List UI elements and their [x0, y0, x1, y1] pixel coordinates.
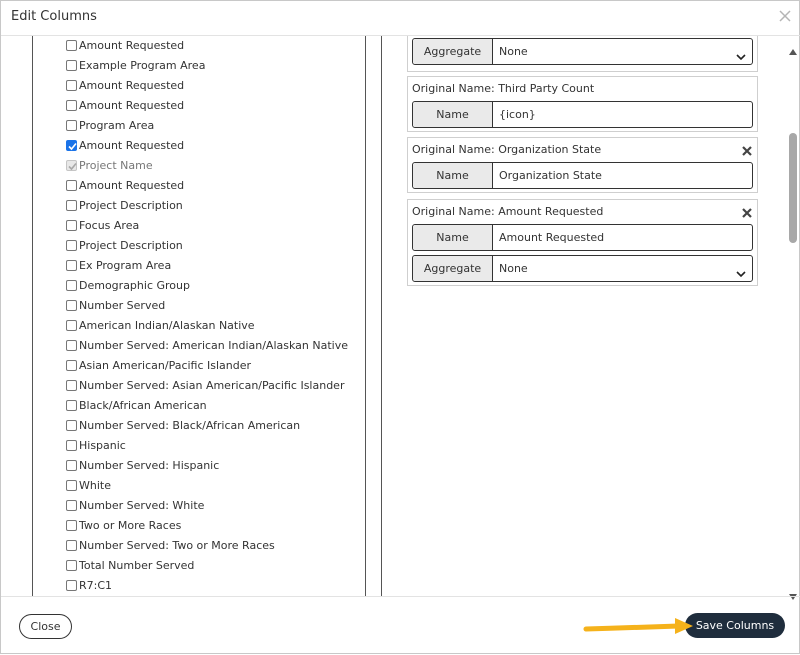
vertical-scrollbar[interactable]: [786, 36, 800, 596]
scroll-down-icon[interactable]: [789, 585, 797, 591]
column-option-label: Project Name: [79, 159, 153, 172]
column-option[interactable]: [66, 476, 366, 496]
column-option-label: Total Number Served: [79, 559, 195, 572]
column-option[interactable]: [66, 216, 366, 236]
column-option[interactable]: [66, 196, 366, 216]
column-option-label: Amount Requested: [79, 99, 185, 112]
column-checkbox[interactable]: [66, 420, 77, 431]
column-option[interactable]: [66, 456, 366, 476]
column-option[interactable]: [66, 116, 366, 136]
column-option-label: Project Description: [79, 199, 183, 212]
column-checkbox[interactable]: [66, 140, 77, 151]
column-checkbox[interactable]: [66, 560, 77, 571]
aggregate-label: Aggregate: [413, 39, 493, 64]
aggregate-value: None: [499, 45, 528, 58]
pointer-arrow-icon: [583, 615, 695, 639]
column-checkbox: [66, 160, 77, 171]
column-option[interactable]: [66, 56, 366, 76]
name-value: Amount Requested: [499, 231, 605, 244]
column-card-partial: [407, 36, 758, 72]
column-option-label: Number Served: Black/African American: [79, 419, 301, 432]
column-option-label: Number Served: American Indian/Alaskan Native: [79, 339, 348, 352]
column-option[interactable]: [66, 516, 366, 536]
column-option-label: Amount Requested: [79, 79, 185, 92]
column-checkbox[interactable]: [66, 440, 77, 451]
column-checkbox[interactable]: [66, 400, 77, 411]
column-checkbox[interactable]: [66, 180, 77, 191]
aggregate-label: Aggregate: [413, 256, 493, 281]
column-option[interactable]: [66, 256, 366, 276]
column-option[interactable]: [66, 76, 366, 96]
column-checkbox[interactable]: [66, 100, 77, 111]
column-option-label: Two or More Races: [79, 519, 182, 532]
column-option-label: Number Served: [79, 299, 166, 312]
column-option-label: Amount Requested: [79, 179, 185, 192]
column-option[interactable]: [66, 296, 366, 316]
column-option[interactable]: [66, 96, 366, 116]
column-option[interactable]: [66, 396, 366, 416]
column-checkbox[interactable]: [66, 80, 77, 91]
column-checkbox[interactable]: [66, 460, 77, 471]
column-option-label: Ex Program Area: [79, 259, 172, 272]
column-checkbox[interactable]: [66, 300, 77, 311]
column-checkbox[interactable]: [66, 220, 77, 231]
close-button[interactable]: Close: [19, 614, 72, 639]
column-option[interactable]: [66, 556, 366, 576]
aggregate-select[interactable]: [412, 38, 753, 65]
column-option-label: Hispanic: [79, 439, 126, 452]
column-option-label: Black/African American: [79, 399, 207, 412]
column-option[interactable]: [66, 176, 366, 196]
column-checkbox[interactable]: [66, 540, 77, 551]
dialog-title: Edit Columns: [11, 9, 97, 24]
column-option[interactable]: [66, 36, 366, 56]
column-option-label: Number Served: Hispanic: [79, 459, 220, 472]
name-value: Organization State: [499, 169, 602, 182]
column-checkbox[interactable]: [66, 240, 77, 251]
name-label: Name: [413, 163, 493, 188]
card-title: Original Name: Amount Requested: [412, 205, 604, 218]
column-checkbox[interactable]: [66, 340, 77, 351]
column-option[interactable]: [66, 136, 366, 156]
name-field[interactable]: [412, 224, 753, 251]
column-option[interactable]: [66, 276, 366, 296]
aggregate-value: None: [499, 262, 528, 275]
column-option-label: Project Description: [79, 239, 183, 252]
column-option[interactable]: [66, 336, 366, 356]
column-option-label: White: [79, 479, 111, 492]
column-option: [66, 156, 366, 176]
column-checkbox[interactable]: [66, 200, 77, 211]
remove-icon[interactable]: [741, 142, 753, 154]
column-checkbox[interactable]: [66, 500, 77, 511]
aggregate-select[interactable]: [412, 255, 753, 282]
column-option[interactable]: [66, 536, 366, 556]
column-option-label: American Indian/Alaskan Native: [79, 319, 255, 332]
column-checkbox[interactable]: [66, 60, 77, 71]
card-title: Original Name: Third Party Count: [412, 82, 595, 95]
column-option-label: Example Program Area: [79, 59, 206, 72]
dialog-footer: [1, 596, 800, 655]
chevron-down-icon: [736, 47, 746, 57]
column-card-third-party-count: [407, 76, 758, 132]
column-checkbox[interactable]: [66, 520, 77, 531]
column-checkbox[interactable]: [66, 120, 77, 131]
column-card-organization-state: [407, 137, 758, 193]
name-value: {icon}: [499, 108, 536, 121]
column-option[interactable]: [66, 436, 366, 456]
column-checkbox-list: [32, 36, 366, 596]
column-checkbox[interactable]: [66, 360, 77, 371]
right-panel-divider: [381, 36, 382, 596]
column-option-label: Number Served: Two or More Races: [79, 539, 275, 552]
close-icon[interactable]: [777, 8, 793, 24]
scroll-up-icon[interactable]: [789, 40, 797, 46]
column-checkbox[interactable]: [66, 280, 77, 291]
remove-icon[interactable]: [741, 204, 753, 216]
column-checkbox[interactable]: [66, 260, 77, 271]
column-option[interactable]: [66, 376, 366, 396]
column-option-label: R7:C1: [79, 579, 113, 592]
column-option[interactable]: [66, 316, 366, 336]
save-columns-button[interactable]: Save Columns: [685, 613, 785, 638]
column-option[interactable]: [66, 416, 366, 436]
column-option[interactable]: [66, 576, 366, 596]
column-option-label: Asian American/Pacific Islander: [79, 359, 252, 372]
card-title: Original Name: Organization State: [412, 143, 602, 156]
column-checkbox[interactable]: [66, 480, 77, 491]
column-option[interactable]: [66, 236, 366, 256]
column-option-label: Number Served: White: [79, 499, 205, 512]
column-checkbox[interactable]: [66, 40, 77, 51]
chevron-down-icon: [736, 264, 746, 274]
name-field[interactable]: [412, 101, 753, 128]
column-card-amount-requested: [407, 199, 758, 286]
column-option-label: Amount Requested: [79, 139, 185, 152]
column-checkbox[interactable]: [66, 380, 77, 391]
column-option-label: Number Served: Asian American/Pacific Islander: [79, 379, 345, 392]
dialog-header: [1, 1, 800, 36]
name-field[interactable]: [412, 162, 753, 189]
column-option[interactable]: [66, 496, 366, 516]
name-label: Name: [413, 102, 493, 127]
column-option[interactable]: [66, 356, 366, 376]
column-option-label: Amount Requested: [79, 39, 185, 52]
column-option-label: Focus Area: [79, 219, 140, 232]
column-checkbox[interactable]: [66, 580, 77, 591]
name-label: Name: [413, 225, 493, 250]
scrollbar-thumb[interactable]: [789, 133, 797, 243]
column-option-label: Demographic Group: [79, 279, 190, 292]
column-checkbox[interactable]: [66, 320, 77, 331]
column-option-label: Program Area: [79, 119, 155, 132]
